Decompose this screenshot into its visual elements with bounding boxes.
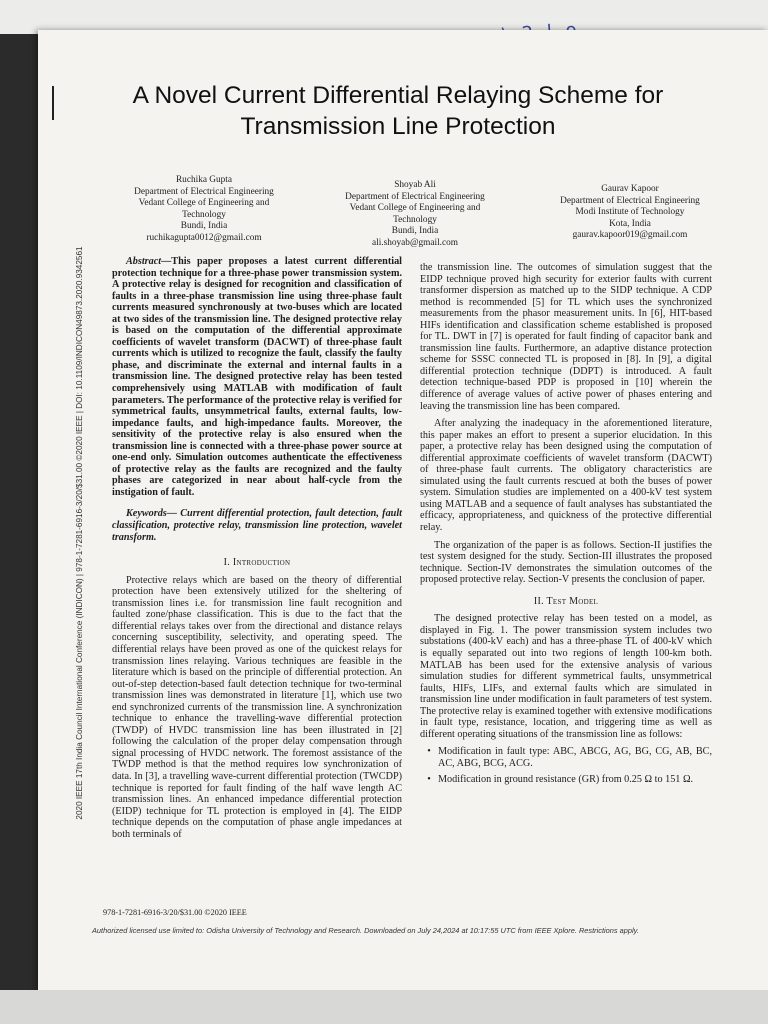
author-2 (330, 180, 500, 250)
abstract (112, 256, 402, 498)
title-line-2: Transmission Line Protection (240, 113, 556, 140)
author-name: Gaurav Kapoor (601, 184, 659, 194)
section-heading-introduction: I. Introduction (223, 557, 291, 569)
margin-bar (52, 86, 54, 120)
author-inst: Vedant College of Engineering and Technology (349, 203, 481, 225)
author-1 (118, 175, 290, 245)
footer-license: Authorized licensed use limited to: Odisha University of Technology and Research. Downloaded on July 24,2024 at 10:17:55 UTC from IEEE Xplore. Restrictions apply. (92, 926, 639, 935)
right-paragraph-2: After analyzing the inadequacy in the aforementioned literature, this paper makes an effort to present a superior elucidation. In this paper, a protective relay has been designed using the computation of differential approximate coefficients of wavelet transform (DACWT) of three-phase fault currents. The obligatory characteristics are simulated using the fault currents rescued at both the buses of power system. Simulation studies are implemented on a 400-kV test system using MATLAB and a sequence of fault analyses has substantiated the efficacy, appropriateness, and quickness of the protective differential relay. (420, 418, 712, 534)
author-email[interactable]: ali.shoyab@gmail.com (371, 237, 459, 248)
title-line-1: A Novel Current Differential Relaying Scheme for (132, 82, 664, 109)
author-3 (540, 184, 720, 242)
author-city: Bundi, India (391, 226, 439, 237)
keywords-label: Keywords— (126, 508, 177, 520)
keywords-text: Current differential protection, fault detection, fault classification, protective relay, transmission line protection, wavelet transform. (112, 508, 402, 543)
bullet-item (420, 774, 712, 786)
author-email[interactable]: ruchikagupta0012@gmail.com (146, 232, 262, 243)
author-inst: Vedant College of Engineering and Technology (138, 198, 270, 220)
right-paragraph-1: the transmission line. The outcomes of simulation suggest that the EIDP technique proved high security for exterior faults with current transformer dispersion as matched up to the SIDP technique. A CDP method is recommended [5] for TL which uses the synchronized measurements from the phasor measurement units. In [6], HIT-based HIFs identification and classification scheme established is proposed for TL. DWT in [7] is operated for fault finding of capacitor bank and transmission line faults. Furthermore, an adaptive distance protection scheme for SSSC connected TL is proposed in [8]. In [9], a digital differential protection technique (DDPT) is introduced. A fault detection technique-based PDP is proposed in [10] wherein the difference of average values of active power of phases entering and leaving the transmission line has been compared. (420, 262, 712, 412)
abstract-label: Abstract (126, 256, 162, 267)
footer-copyright: 978-1-7281-6916-3/20/$31.00 ©2020 IEEE (103, 908, 247, 917)
photo-background-top (0, 0, 768, 34)
photo-background-bottom (0, 990, 768, 1024)
bullet-text: Modification in ground resistance (GR) from 0.25 Ω to 151 Ω. (438, 774, 694, 786)
author-email[interactable]: gaurav.kapoor019@gmail.com (572, 230, 688, 241)
author-city: Bundi, India (180, 221, 228, 232)
left-column (112, 256, 402, 846)
right-paragraph-4: The designed protective relay has been tested on a model, as displayed in Fig. 1. The power transmission system includes two substations (400-kV each) and has a three-phase TL of 400-kV which is equally separated out into two regions of length 100-km both. MATLAB has been used for the extensive analysis of various simulation studies for different symmetrical faults, unsymmetrical faults, HIFs, LIFs, and external faults which are simulated in transmission line under modification in fault parameters of test system. The protective relay is examined together with extensive modifications in fault type, resistance, location, and triggering time as well as different operating situations of the transmission line as follows: (420, 613, 712, 740)
author-dept: Department of Electrical Engineering (345, 191, 485, 202)
abstract-text: —This paper proposes a latest current differential protection technique for a three-phase power transmission system. A protective relay is designed for recognition and classification of faults in a three-phase transmission line using three-phase fault currents measured synchronously at two-buses which are located at two sides of the transmission line. The designed protective relay is based on the computation of the differential approximate coefficients of wavelet transform (DACWT) of three-phase fault currents which is utilized to recognize the fault, classify the faulty phase, and discriminate the external and internal faults in a transmission line. The designed protective relay has been tested comprehensively using MATLAB with modification of fault parameters. The performance of the protective relay is verified for symmetrical faults, unsymmetrical faults, external faults, low-impedance faults, and high-impedance faults. Moreover, the sensitivity of the protective relay is also ensured when the transmission line is connected with a three-phase power source at one-end only. Simulation outcomes authenticate the effectiveness of protective relay as the faults are recognized and the faulty phases are categorized in near about half-cycle from the instigation of fault. (112, 256, 402, 498)
intro-paragraph: Protective relays which are based on the theory of differential protection have been extensively utilized for the sheltering of transmission lines i.e. for transmission line fault recognition and faulted zone/phase classification. This is due to the fact that the differential relays takes over from the directional and distance relays concerning susceptibility, selectivity, and operating speed. The differential relays have been proved as one of the quickest relays for transmission lines relaying. Various techniques are feasible in the literature which is based on the principle of differential protection. An out-of-step detection-based fault detection technique for two-terminal transmission lines was demonstrated in literature [1], which use two end synchronized currents of the transmission line. A synchronization technique to enhance the travelling-wave differential protection (TWDP) of HVDC transmission line has been illustrated in [2] following the calculation of the proper delay compensation through signal processing of HVDC network. The foremost assistance of the TWDP method is that the method requires low synchronization of data. In [3], a travelling wave-current differential protection (TWCDP) technique is reported for fault finding of the half wave length AC transmission lines. An enhanced impedance differential protection (EIDP) technique for TL protection is employed in [4]. The EIDP technique depends on the computation of phase angle impedances at both terminals of (112, 574, 402, 840)
bullet-dot: • (427, 774, 431, 786)
bullet-text: Modification in fault type: ABC, ABCG, AG, BG, CG, AB, BC, AC, ABG, BCG, ACG. (438, 746, 712, 769)
paper-title (78, 80, 718, 142)
author-inst: Modi Institute of Technology (575, 207, 685, 218)
right-column (420, 262, 712, 791)
author-name: Shoyab Ali (394, 180, 436, 190)
bullet-item (420, 746, 712, 769)
bullet-dot: • (427, 746, 431, 758)
right-paragraph-3: The organization of the paper is as follows. Section-II justifies the test system designed for the study. Section-III illustrates the proposed technique. Section-IV demonstrates the simulation outcomes of the proposed protective relay. Section-V presents the conclusion of paper. (420, 539, 712, 586)
section-heading-test-model: II. Test Model (533, 595, 599, 607)
author-dept: Department of Electrical Engineering (560, 195, 700, 206)
author-city: Kota, India (609, 218, 651, 229)
author-dept: Department of Electrical Engineering (134, 186, 274, 197)
keywords (112, 508, 402, 543)
side-doi-text: 2020 IEEE 17th India Council International Conference (INDICON) | 978-1-7281-6916-3/20/$31.00 ©2020 IEEE | DOI: 10.1109/INDICON49873.2020.9342561 (75, 246, 84, 820)
author-name: Ruchika Gupta (175, 175, 233, 185)
